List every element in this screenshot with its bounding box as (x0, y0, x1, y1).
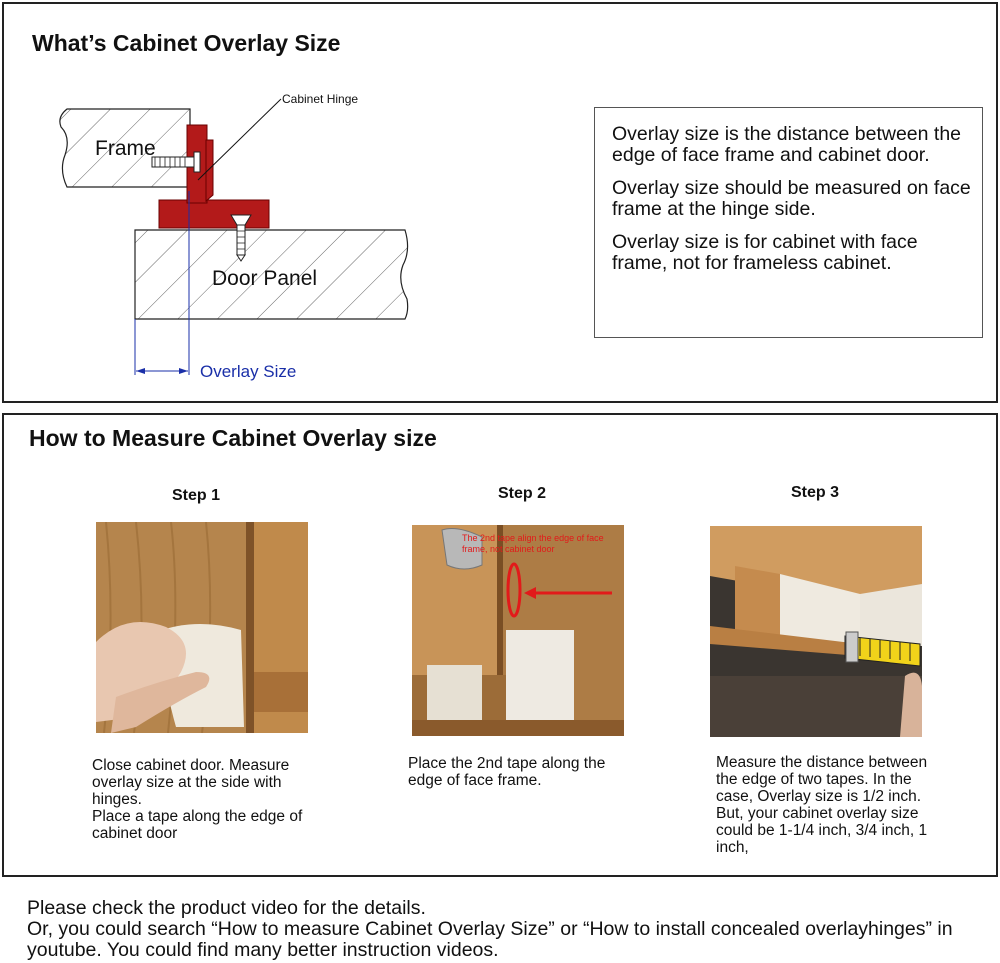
definition-3: Overlay size is for cabinet with face frame, not for frameless cabinet. (612, 231, 918, 274)
step-2-photo-note: The 2nd tape align the edge of face frame, not cabinet door (462, 533, 604, 554)
definition-2: Overlay size should be measured on face frame at the hinge side. (612, 177, 971, 220)
frame-label: Frame (95, 137, 156, 160)
step-2-photo (412, 525, 624, 736)
definition-1: Overlay size is the distance between the edge of face frame and cabinet door. (612, 123, 962, 166)
footer-note: Please check the product video for the details. Or, you could search “How to measure Cabinet Overlay Size” or “How to install concealed overlayhinges” in youtube. You could find many better instruction videos. (27, 897, 953, 961)
step-3-photo (710, 526, 922, 737)
hinge-label: Cabinet Hinge (282, 92, 359, 106)
step-3-title: Step 3 (791, 484, 840, 501)
overlay-diagram (55, 85, 430, 390)
overlay-section-title: What’s Cabinet Overlay Size (32, 30, 341, 56)
definition-box (594, 107, 983, 338)
overlay-size-label: Overlay Size (200, 362, 297, 381)
step-1-title: Step 1 (172, 487, 221, 504)
door-panel-label: Door Panel (212, 267, 318, 290)
step-2-description: Place the 2nd tape along the edge of face frame. (408, 755, 606, 789)
step-1-description: Close cabinet door. Measure overlay size at the side with hinges. Place a tape along the edge of cabinet door (92, 757, 303, 842)
step-3-description: Measure the distance between the edge of two tapes. In the case, Overlay size is 1/2 inch. But, your cabinet overlay size could be 1-1/4 inch, 3/4 inch, 1 inch, (716, 754, 928, 856)
step-1-photo (96, 522, 308, 733)
step-2-title: Step 2 (498, 485, 547, 502)
measure-section-title: How to Measure Cabinet Overlay size (29, 425, 437, 451)
